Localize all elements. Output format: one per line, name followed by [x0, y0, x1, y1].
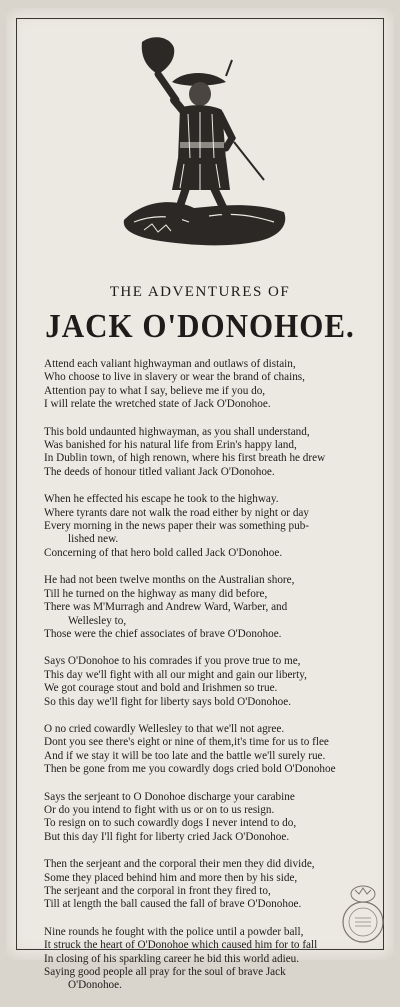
broadside-sheet: [6, 8, 394, 992]
stanza: [44, 574, 376, 641]
stanza: [44, 493, 376, 560]
verse-line: Those were the chief associates of brave O'Donohoe.: [44, 627, 282, 640]
stanza: [44, 723, 376, 777]
verse-line: Attention pay to what I say, believe me if you do,: [44, 384, 266, 397]
verse-line: To resign on to such cowardly dogs I never intend to do,: [44, 817, 297, 830]
verse-line: This day we'll fight with all our might and gain our liberty,: [44, 668, 307, 681]
verse-line: Or do you intend to fight with us or on to us resign.: [44, 803, 275, 816]
verse-line: This bold undaunted highwayman, as you shall understand,: [44, 425, 310, 438]
stanza: [44, 926, 376, 993]
verse-line: When he effected his escape he took to the highway.: [44, 493, 279, 506]
verse-line: I will relate the wretched state of Jack O'Donohoe.: [44, 398, 271, 411]
verse-line: Who choose to live in slavery or wear the brand of chains,: [44, 371, 305, 384]
verse-line: But this day I'll fight for liberty cried Jack O'Donohoe.: [44, 830, 290, 843]
verse-line: Till at length the ball caused the fall of brave O'Donohoe.: [44, 898, 302, 911]
title-top-line: THE ADVENTURES OF: [109, 284, 291, 300]
ballad-verses: [44, 358, 376, 1007]
verse-line: Nine rounds he fought with the police until a powder ball,: [44, 925, 304, 938]
verse-line: The deeds of honour titled valiant Jack O'Donohoe.: [44, 465, 275, 478]
stanza: [44, 655, 376, 709]
verse-line: He had not been twelve months on the Australian shore,: [44, 574, 295, 587]
verse-line: Attend each valiant highwayman and outlaws of distain,: [44, 358, 296, 370]
verse-line: Then the serjeant and the corporal their men they did divide,: [44, 858, 315, 871]
verse-line: So this day we'll fight for liberty says bold O'Donohoe.: [44, 695, 292, 708]
verse-line: Wellesley to,: [68, 614, 127, 627]
verse-line: The serjeant and the corporal in front they fired to,: [44, 885, 271, 897]
verse-line: We got courage stout and bold and Irishmen so true.: [44, 682, 278, 695]
verse-line: Then be gone from me you cowardly dogs cried bold O'Donohoe: [44, 763, 336, 776]
stanza: [44, 858, 376, 912]
verse-line: O'Donohoe.: [68, 979, 122, 992]
verse-line: In Dublin town, of high renown, where his first breath he drew: [44, 452, 326, 465]
verse-line: It struck the heart of O'Donohoe which caused him for to fall: [44, 939, 318, 952]
verse-line: Says the serjeant to O Donohoe discharge your carabine: [44, 790, 295, 803]
verse-line: lished new.: [68, 533, 119, 546]
verse-line: Till he turned on the highway as many did before,: [44, 587, 268, 600]
verse-line: Where tyrants dare not walk the road either by night or day: [44, 506, 309, 519]
verse-line: Says O'Donohoe to his comrades if you prove true to me,: [44, 655, 301, 668]
library-stamp-seal: [340, 880, 386, 946]
verse-line: Saying good people all pray for the soul of brave Jack: [44, 966, 286, 979]
stanza: [44, 791, 376, 845]
highwayman-woodcut-illustration: [114, 30, 294, 260]
title-main: JACK O'DONOHOE.: [45, 306, 355, 345]
verse-line: And if we stay it will be too late and the battle we'll surely rue.: [44, 749, 326, 762]
verse-line: Dont you see there's eight or nine of them,it's time for us to flee: [44, 736, 329, 749]
verse-line: Was banished for his natural life from Erin's happy land,: [44, 439, 297, 452]
verse-line: In closing of his sparkling career he bid this world adieu.: [44, 952, 300, 965]
verse-line: There was M'Murragh and Andrew Ward, Warber, and: [44, 601, 288, 614]
verse-line: Every morning in the news paper their was something pub-: [44, 520, 310, 533]
stanza: [44, 358, 376, 412]
verse-line: O no cried cowardly Wellesley to that we'll not agree.: [44, 722, 285, 735]
verse-line: Some they placed behind him and more then by his side,: [44, 871, 298, 884]
stanza: [44, 426, 376, 480]
verse-line: Concerning of that hero bold called Jack O'Donohoe.: [44, 546, 283, 559]
